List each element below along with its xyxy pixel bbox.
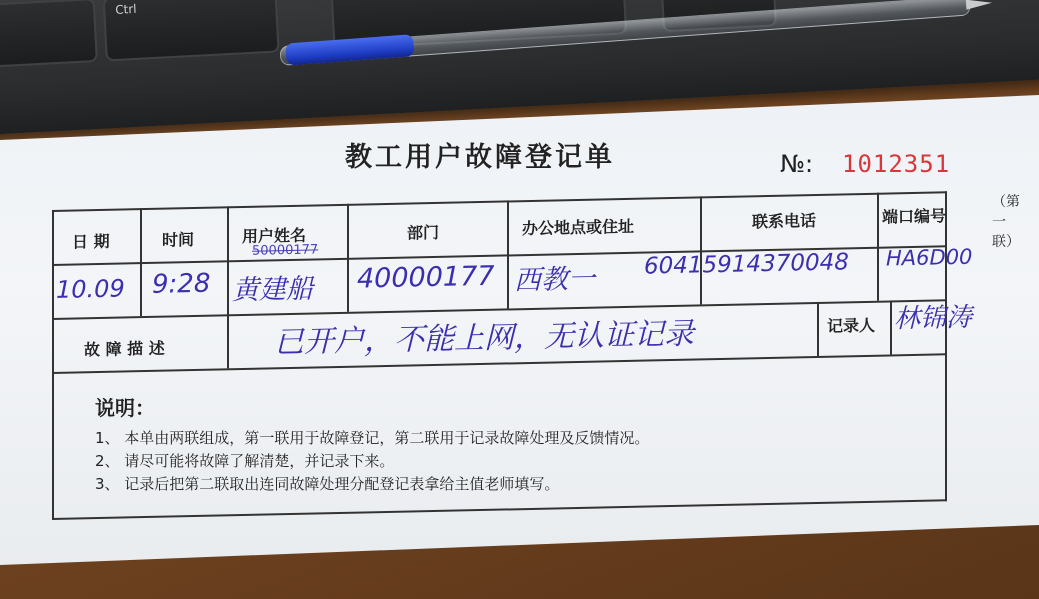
notes-item: 1、 本单由两联组成，第一联用于故障登记，第二联用于记录故障处理及反馈情况。: [95, 429, 650, 447]
entry-time: 9:28: [152, 268, 211, 300]
notes-item: 3、 记录后把第二联取出连同故障处理分配登记表拿给主值老师填写。: [95, 475, 560, 493]
header-user-name: 用户姓名: [242, 225, 307, 247]
entry-fault-description: 已开户，不能上网，无认证记录: [274, 316, 694, 361]
entry-location: 西教一: [514, 263, 595, 297]
entry-phone: 60415914370048: [644, 249, 849, 280]
serial-label: №:: [780, 150, 814, 178]
table-border-right: [945, 191, 947, 501]
entry-user-name: 黄建船: [232, 273, 313, 307]
crossed-out-text: 50000177: [252, 242, 319, 259]
column-divider: [890, 300, 892, 354]
form-title: 教工用户故障登记单: [345, 142, 615, 173]
entry-recorder: 林锦涛: [894, 302, 973, 335]
table-border-bottom: [52, 499, 947, 520]
ctrl-key-label: Ctrl: [114, 1, 137, 17]
entry-date: 10.09: [56, 274, 125, 304]
column-divider: [700, 196, 702, 304]
table-border-left: [52, 210, 54, 520]
header-location: 办公地点或住址: [522, 216, 635, 239]
header-recorder: 记录人: [827, 315, 876, 336]
header-phone: 联系电话: [752, 210, 817, 232]
header-department: 部门: [407, 222, 440, 243]
entry-port-no: HA6D00: [886, 244, 973, 271]
column-divider: [347, 204, 349, 312]
header-fault-description: 故 障 描 述: [84, 338, 165, 360]
copy-label: （第一联）: [992, 193, 1020, 251]
entry-department: 40000177: [357, 260, 495, 295]
notes-title: 说明：: [95, 396, 155, 420]
column-divider: [227, 206, 229, 368]
serial-number: 1012351: [842, 150, 951, 178]
header-date: 日 期: [72, 231, 110, 252]
column-divider: [877, 193, 879, 301]
header-time: 时间: [162, 230, 195, 250]
notes-section: [95, 392, 649, 496]
header-port-no: 端口编号: [882, 206, 947, 227]
column-divider: [817, 302, 819, 356]
notes-item: 2、 请尽可能将故障了解清楚，并记录下来。: [95, 452, 395, 470]
column-divider: [507, 200, 509, 308]
column-divider: [140, 208, 142, 316]
